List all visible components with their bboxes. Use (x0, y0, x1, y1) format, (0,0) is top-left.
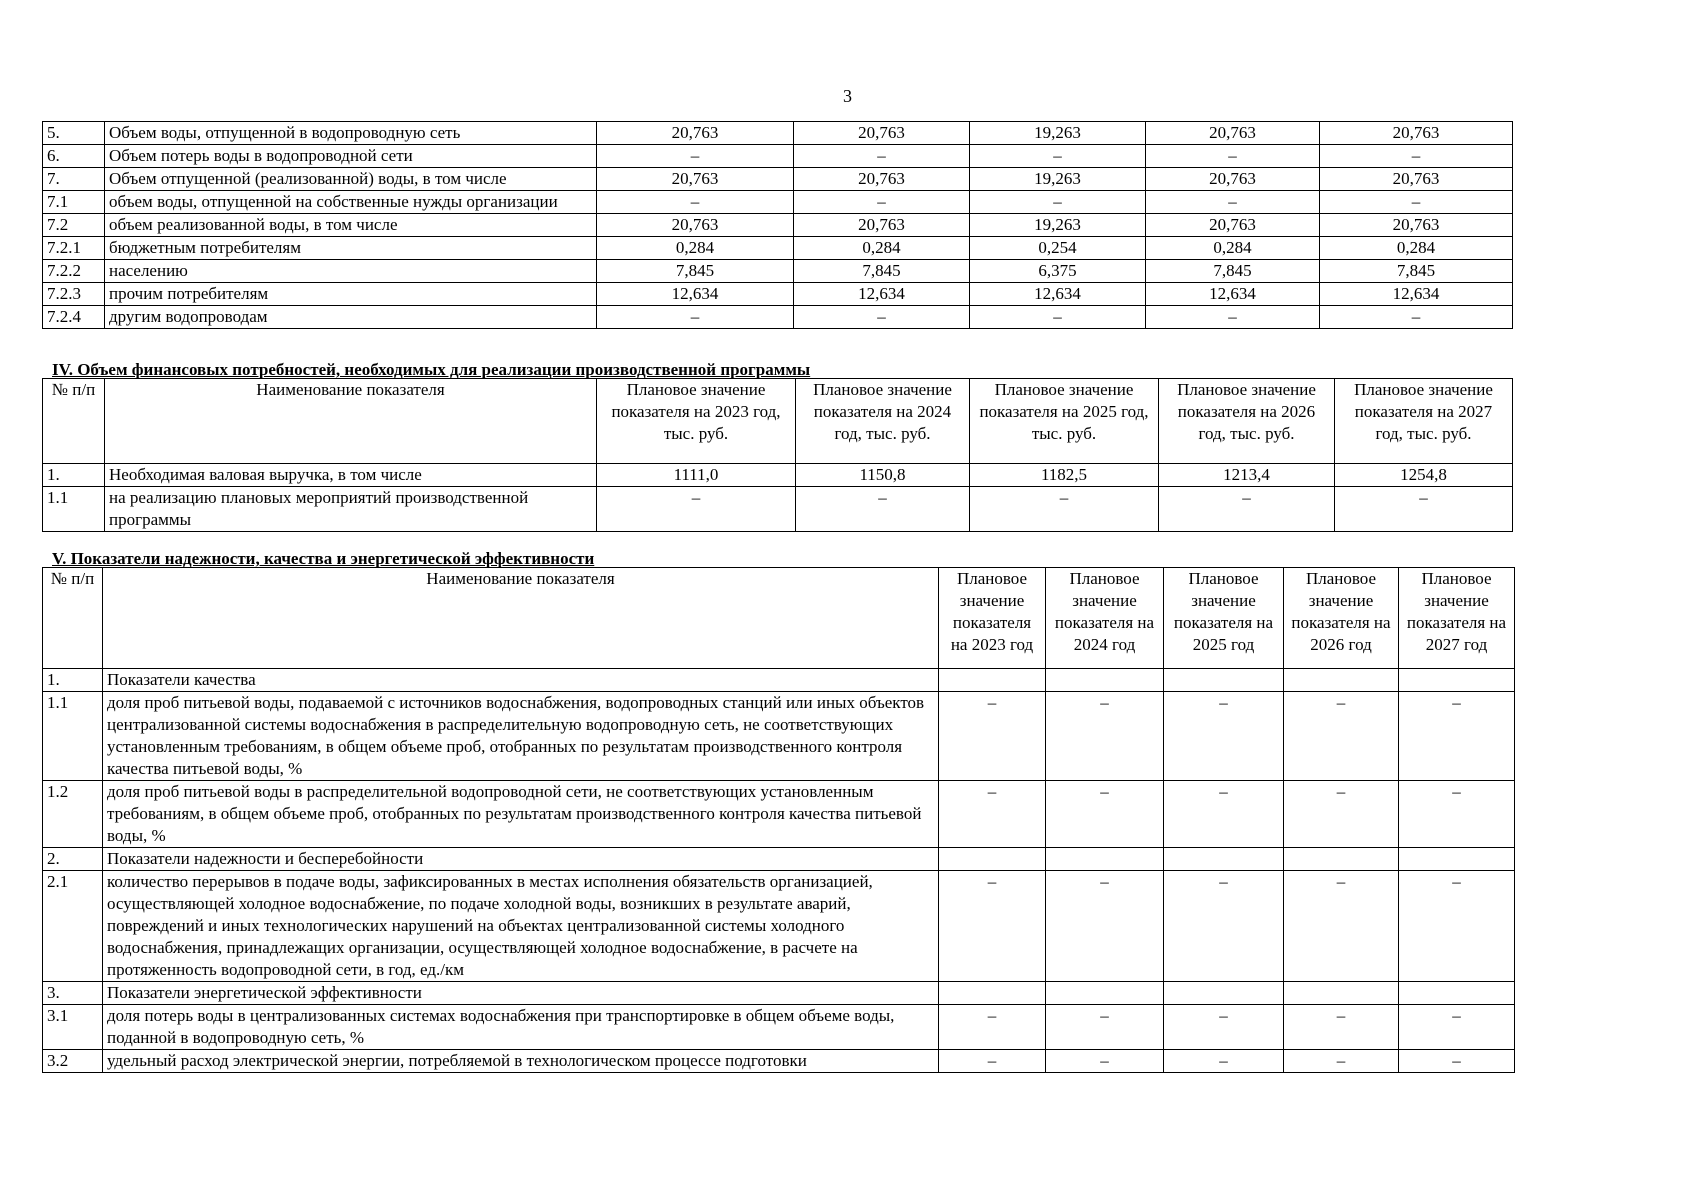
value-cell: – (939, 692, 1046, 781)
header-col: Плановое значение показателя на 2025 год (1164, 568, 1284, 669)
value-cell: – (970, 191, 1146, 214)
value-cell: 20,763 (597, 168, 794, 191)
value-cell: – (1320, 191, 1513, 214)
value-cell: 20,763 (794, 168, 970, 191)
value-cell: – (1164, 692, 1284, 781)
header-num: № п/п (43, 568, 103, 669)
table-row (43, 122, 1513, 145)
value-cell: – (794, 191, 970, 214)
table-row (43, 283, 1513, 306)
section-5-title: V. Показатели надежности, качества и энергетической эффективности (52, 549, 595, 568)
value-cell: – (939, 1005, 1046, 1050)
value-cell: – (796, 487, 970, 532)
value-cell (1284, 848, 1399, 871)
value-cell: 0,284 (597, 237, 794, 260)
value-cell: – (1284, 1050, 1399, 1073)
value-cell: – (1284, 692, 1399, 781)
table-row (43, 692, 1515, 781)
value-cell (1046, 982, 1164, 1005)
value-cell (1284, 669, 1399, 692)
value-cell (939, 848, 1046, 871)
value-cell: 20,763 (794, 122, 970, 145)
value-cell: 19,263 (970, 214, 1146, 237)
table-row (43, 168, 1513, 191)
value-cell: – (970, 487, 1159, 532)
value-cell: – (1320, 145, 1513, 168)
table-row (43, 214, 1513, 237)
value-cell: – (970, 306, 1146, 329)
row-name: бюджетным потребителям (105, 237, 597, 260)
row-number: 1.2 (43, 781, 103, 848)
header-name: Наименование показателя (105, 379, 597, 464)
row-number: 1.1 (43, 487, 105, 532)
value-cell: – (1046, 781, 1164, 848)
value-cell: – (1284, 871, 1399, 982)
row-number: 2.1 (43, 871, 103, 982)
value-cell: 0,284 (1146, 237, 1320, 260)
value-cell: 20,763 (1146, 122, 1320, 145)
header-col: Плановое значение показателя на 2027 год (1399, 568, 1515, 669)
table-header-row (43, 568, 1515, 669)
row-name: доля проб питьевой воды в распределительной водопроводной сети, не соответствующих установленным требованиям, в общем объеме проб, отобранных по результатам производственного контроля качества питьевой воды, % (103, 781, 939, 848)
table-row (43, 669, 1515, 692)
row-number: 7. (43, 168, 105, 191)
value-cell: – (1399, 871, 1515, 982)
table-row (43, 781, 1515, 848)
row-name: Показатели надежности и бесперебойности (103, 848, 939, 871)
row-number: 6. (43, 145, 105, 168)
row-name: доля потерь воды в централизованных системах водоснабжения при транспортировке в общем объеме воды, поданной в водопроводную сеть, % (103, 1005, 939, 1050)
value-cell: 6,375 (970, 260, 1146, 283)
table-row (43, 237, 1513, 260)
value-cell (939, 982, 1046, 1005)
value-cell: 7,845 (1320, 260, 1513, 283)
value-cell: – (939, 871, 1046, 982)
value-cell: 0,254 (970, 237, 1146, 260)
value-cell: – (1146, 306, 1320, 329)
header-col: Плановое значение показателя на 2026 год, тыс. руб. (1159, 379, 1335, 464)
value-cell: 0,284 (1320, 237, 1513, 260)
value-cell: – (939, 1050, 1046, 1073)
header-num: № п/п (43, 379, 105, 464)
row-name: количество перерывов в подаче воды, зафиксированных в местах исполнения обязательств организацией, осуществляющей холодное водоснабжение, по подаче холодной воды, возникших в результате аварий, повреждений и иных технологических нарушений на объектах централизованной системы холодного водоснабжения, принадлежащих организации, осуществляющей холодное водоснабжение, в расчете на протяженность водопроводной сети, в год, ед./км (103, 871, 939, 982)
value-cell: – (1146, 191, 1320, 214)
header-name: Наименование показателя (103, 568, 939, 669)
value-cell: 7,845 (597, 260, 794, 283)
row-name: Показатели энергетической эффективности (103, 982, 939, 1005)
row-name: объем воды, отпущенной на собственные нужды организации (105, 191, 597, 214)
table-row (43, 464, 1513, 487)
value-cell: 7,845 (794, 260, 970, 283)
value-cell: 19,263 (970, 168, 1146, 191)
value-cell (1164, 848, 1284, 871)
row-number: 2. (43, 848, 103, 871)
row-name: населению (105, 260, 597, 283)
row-number: 3. (43, 982, 103, 1005)
header-col: Плановое значение показателя на 2025 год, тыс. руб. (970, 379, 1159, 464)
value-cell: 19,263 (970, 122, 1146, 145)
row-number: 3.1 (43, 1005, 103, 1050)
value-cell: – (1399, 781, 1515, 848)
value-cell (1164, 669, 1284, 692)
row-number: 1.1 (43, 692, 103, 781)
row-name: Объем воды, отпущенной в водопроводную сеть (105, 122, 597, 145)
water-volume-table (42, 121, 1513, 329)
table-row (43, 1005, 1515, 1050)
table-header-row (43, 379, 1513, 464)
row-number: 7.2.1 (43, 237, 105, 260)
row-name: другим водопроводам (105, 306, 597, 329)
value-cell: – (597, 306, 794, 329)
header-col: Плановое значение показателя на 2026 год (1284, 568, 1399, 669)
value-cell: 1213,4 (1159, 464, 1335, 487)
value-cell: 20,763 (597, 214, 794, 237)
value-cell: – (1399, 1050, 1515, 1073)
value-cell: 7,845 (1146, 260, 1320, 283)
value-cell: – (597, 487, 796, 532)
value-cell: 20,763 (1146, 168, 1320, 191)
row-name: Необходимая валовая выручка, в том числе (105, 464, 597, 487)
value-cell (1164, 982, 1284, 1005)
value-cell: – (1399, 692, 1515, 781)
value-cell: – (1284, 1005, 1399, 1050)
header-col: Плановое значение показателя на 2024 год, тыс. руб. (796, 379, 970, 464)
reliability-table (42, 567, 1515, 1073)
header-col: Плановое значение показателя на 2023 год (939, 568, 1046, 669)
section-4-title: IV. Объем финансовых потребностей, необходимых для реализации производственной программы (52, 360, 811, 379)
value-cell (1046, 669, 1164, 692)
value-cell: – (1046, 1050, 1164, 1073)
value-cell: – (1164, 1050, 1284, 1073)
row-number: 7.2.2 (43, 260, 105, 283)
value-cell: 20,763 (1320, 214, 1513, 237)
row-number: 3.2 (43, 1050, 103, 1073)
row-number: 7.2 (43, 214, 105, 237)
value-cell: 20,763 (1320, 168, 1513, 191)
table-row (43, 848, 1515, 871)
value-cell: – (1335, 487, 1513, 532)
row-number: 5. (43, 122, 105, 145)
value-cell: – (1159, 487, 1335, 532)
value-cell: 12,634 (970, 283, 1146, 306)
table-row (43, 487, 1513, 532)
header-col: Плановое значение показателя на 2023 год, тыс. руб. (597, 379, 796, 464)
table-row (43, 306, 1513, 329)
value-cell: – (597, 191, 794, 214)
value-cell: – (794, 306, 970, 329)
financial-needs-table (42, 378, 1513, 532)
row-name: удельный расход электрической энергии, потребляемой в технологическом процессе подготовки (103, 1050, 939, 1073)
table-row (43, 260, 1513, 283)
value-cell: 0,284 (794, 237, 970, 260)
row-name: на реализацию плановых мероприятий производственной программы (105, 487, 597, 532)
row-name: доля проб питьевой воды, подаваемой с источников водоснабжения, водопроводных станций или иных объектов централизованной системы водоснабжения в распределительную водопроводную сеть, не соответствующих установленным требованиям, в общем объеме проб, отобранных по результатам производственного контроля качества питьевой воды, % (103, 692, 939, 781)
table-row (43, 1050, 1515, 1073)
value-cell (1284, 982, 1399, 1005)
value-cell: – (1164, 781, 1284, 848)
value-cell: 20,763 (1146, 214, 1320, 237)
value-cell: 20,763 (794, 214, 970, 237)
table-row (43, 871, 1515, 982)
row-number: 1. (43, 669, 103, 692)
value-cell: 1254,8 (1335, 464, 1513, 487)
value-cell: 20,763 (597, 122, 794, 145)
value-cell: – (1164, 871, 1284, 982)
value-cell: – (1284, 781, 1399, 848)
value-cell: – (1046, 692, 1164, 781)
value-cell: 1111,0 (597, 464, 796, 487)
row-name: Объем потерь воды в водопроводной сети (105, 145, 597, 168)
value-cell (1399, 982, 1515, 1005)
value-cell: – (970, 145, 1146, 168)
value-cell (939, 669, 1046, 692)
value-cell: – (1046, 871, 1164, 982)
value-cell (1399, 848, 1515, 871)
row-name: Показатели качества (103, 669, 939, 692)
value-cell: 1150,8 (796, 464, 970, 487)
value-cell: 12,634 (1146, 283, 1320, 306)
value-cell: – (597, 145, 794, 168)
value-cell: – (1046, 1005, 1164, 1050)
row-name: объем реализованной воды, в том числе (105, 214, 597, 237)
value-cell: – (1320, 306, 1513, 329)
value-cell: – (794, 145, 970, 168)
value-cell (1399, 669, 1515, 692)
page-number: 3 (843, 86, 852, 106)
value-cell: – (1164, 1005, 1284, 1050)
table-row (43, 145, 1513, 168)
value-cell: – (1399, 1005, 1515, 1050)
value-cell: – (1146, 145, 1320, 168)
value-cell: – (939, 781, 1046, 848)
value-cell (1046, 848, 1164, 871)
header-col: Плановое значение показателя на 2024 год (1046, 568, 1164, 669)
value-cell: 12,634 (597, 283, 794, 306)
value-cell: 1182,5 (970, 464, 1159, 487)
row-number: 7.2.4 (43, 306, 105, 329)
table-row (43, 191, 1513, 214)
value-cell: 12,634 (1320, 283, 1513, 306)
value-cell: 20,763 (1320, 122, 1513, 145)
value-cell: 12,634 (794, 283, 970, 306)
header-col: Плановое значение показателя на 2027 год, тыс. руб. (1335, 379, 1513, 464)
row-number: 1. (43, 464, 105, 487)
row-name: Объем отпущенной (реализованной) воды, в том числе (105, 168, 597, 191)
row-name: прочим потребителям (105, 283, 597, 306)
table-row (43, 982, 1515, 1005)
row-number: 7.1 (43, 191, 105, 214)
row-number: 7.2.3 (43, 283, 105, 306)
